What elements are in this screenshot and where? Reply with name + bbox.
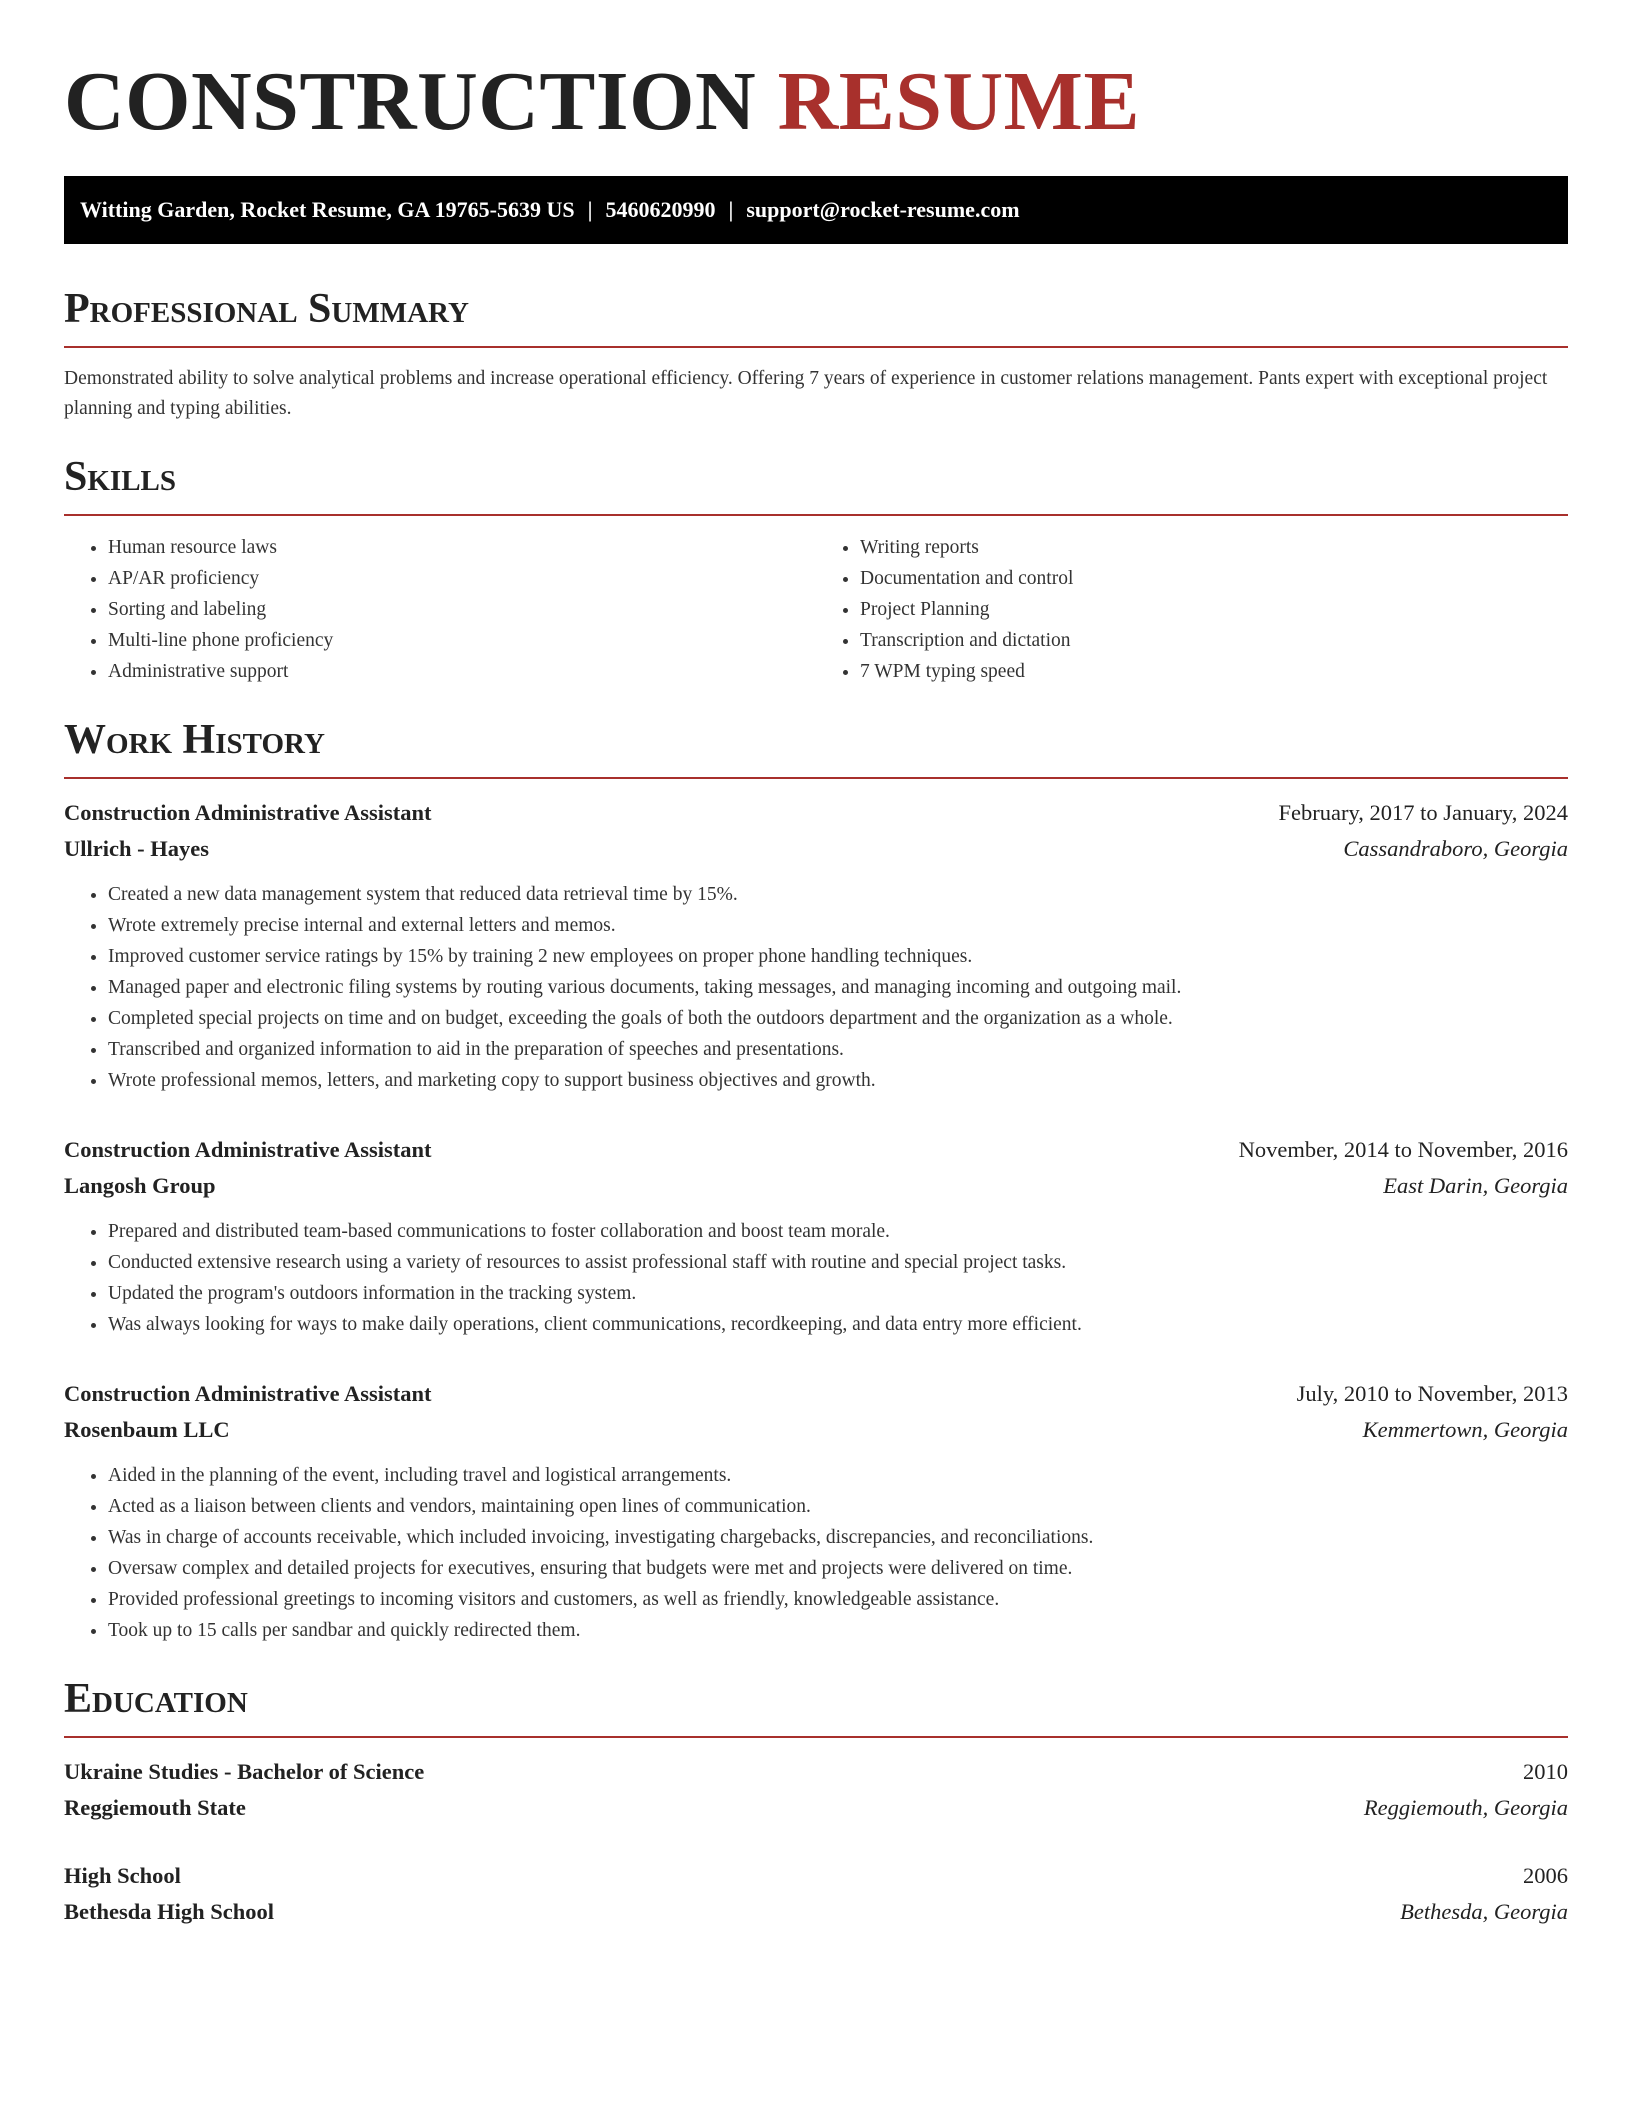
resume-title [64,52,1568,152]
job-subheader [64,831,1568,867]
skills-section [64,452,1568,687]
job-bullet: • Was in charge of accounts receivable, which included invoicing, investigating chargebacks, discrepancies, and reconciliations. [108,1522,1568,1553]
work-heading: Work History [64,717,325,763]
contact-separator: | [587,197,593,222]
contact-bar [64,176,1568,244]
summary-text: Demonstrated ability to solve analytical problems and increase operational efficiency. Offering 7 years of experience in customer relations management. Pants expert with exceptional project planning and typing abilities. [64,368,1548,419]
job-company: Ullrich - Hayes [64,836,209,861]
job-location: Cassandraboro, Georgia [1343,836,1568,861]
job-bullet: • Managed paper and electronic filing systems by routing various documents, taking messages, and managing incoming and outgoing mail. [108,972,1568,1003]
education-degree: High School [64,1863,181,1888]
job-dates: July, 2010 to November, 2013 [1296,1381,1568,1406]
job-bullet: • Oversaw complex and detailed projects for executives, ensuring that budgets were met and projects were delivered on time. [108,1553,1568,1584]
job-dates: February, 2017 to January, 2024 [1278,800,1568,825]
section-divider [64,777,1568,779]
job-bullet: • Acted as a liaison between clients and vendors, maintaining open lines of communication. [108,1491,1568,1522]
job-bullets [64,879,1568,1096]
education-header [64,1754,1568,1790]
job-bullet: • Created a new data management system that reduced data retrieval time by 15%. [108,879,1568,910]
job-location: East Darin, Georgia [1383,1173,1568,1198]
skills-list-right [816,532,1568,687]
education-year: 2010 [1523,1759,1568,1784]
contact-separator: | [728,197,734,222]
job-bullet: • Wrote extremely precise internal and external letters and memos. [108,910,1568,941]
skill-item: • Sorting and labeling [108,594,816,625]
job-location: Kemmertown, Georgia [1362,1417,1568,1442]
skill-item: • Writing reports [860,532,1568,563]
education-section [64,1674,1568,1930]
skill-item: • 7 WPM typing speed [860,656,1568,687]
contact-address: Witting Garden, Rocket Resume, GA 19765-5639 US [80,197,575,222]
job-bullet: • Improved customer service ratings by 15% by training 2 new employees on proper phone handling techniques. [108,941,1568,972]
education-entry [64,1858,1568,1930]
job-title: Construction Administrative Assistant [64,800,432,825]
skill-item: • Project Planning [860,594,1568,625]
skills-list-left [64,532,816,687]
job-title: Construction Administrative Assistant [64,1381,432,1406]
contact-phone: 5460620990 [605,197,716,222]
job-header [64,1132,1568,1168]
job-entry [64,1376,1568,1646]
job-bullet: • Completed special projects on time and on budget, exceeding the goals of both the outdoors department and the organization as a whole. [108,1003,1568,1034]
skill-item: • Documentation and control [860,563,1568,594]
contact-email: support@rocket-resume.com [746,197,1020,222]
work-section [64,715,1568,1646]
education-subheader [64,1790,1568,1826]
job-bullet: • Transcribed and organized information to aid in the preparation of speeches and presentations. [108,1034,1568,1065]
skill-item: • Transcription and dictation [860,625,1568,656]
job-bullet: • Wrote professional memos, letters, and marketing copy to support business objectives and growth. [108,1065,1568,1096]
skills-heading: Skills [64,454,177,500]
skill-item: • AP/AR proficiency [108,563,816,594]
job-subheader [64,1168,1568,1204]
education-location: Reggiemouth, Georgia [1363,1795,1568,1820]
job-company: Rosenbaum LLC [64,1417,230,1442]
education-year: 2006 [1523,1863,1568,1888]
job-bullet: • Aided in the planning of the event, including travel and logistical arrangements. [108,1460,1568,1491]
education-heading: Education [64,1676,248,1722]
job-bullet: • Provided professional greetings to incoming visitors and customers, as well as friendly, knowledgeable assistance. [108,1584,1568,1615]
education-school: Bethesda High School [64,1899,275,1924]
job-bullets [64,1460,1568,1646]
section-divider [64,1736,1568,1738]
job-header [64,1376,1568,1412]
summary-section [64,284,1568,424]
job-subheader [64,1412,1568,1448]
education-entry [64,1754,1568,1826]
job-bullet: • Took up to 15 calls per sandbar and quickly redirected them. [108,1615,1568,1646]
education-subheader [64,1894,1568,1930]
job-bullet: • Updated the program's outdoors information in the tracking system. [108,1278,1568,1309]
skill-item: • Administrative support [108,656,816,687]
job-bullet: • Was always looking for ways to make daily operations, client communications, recordkeeping, and data entry more efficient. [108,1309,1568,1340]
skills-grid [64,532,1568,687]
title-main: CONSTRUCTION [64,55,757,148]
job-entry [64,1132,1568,1340]
education-school: Reggiemouth State [64,1795,246,1820]
job-dates: November, 2014 to November, 2016 [1238,1137,1568,1162]
job-entry [64,795,1568,1096]
education-location: Bethesda, Georgia [1400,1899,1568,1924]
job-bullets [64,1216,1568,1340]
job-company: Langosh Group [64,1173,216,1198]
job-header [64,795,1568,831]
education-header [64,1858,1568,1894]
title-accent: RESUME [777,55,1140,148]
skill-item: • Multi-line phone proficiency [108,625,816,656]
job-title: Construction Administrative Assistant [64,1137,432,1162]
section-divider [64,346,1568,348]
education-degree: Ukraine Studies - Bachelor of Science [64,1759,425,1784]
section-divider [64,514,1568,516]
summary-heading: Professional Summary [64,286,469,332]
skill-item: • Human resource laws [108,532,816,563]
job-bullet: • Prepared and distributed team-based communications to foster collaboration and boost team morale. [108,1216,1568,1247]
job-bullet: • Conducted extensive research using a variety of resources to assist professional staff with routine and special project tasks. [108,1247,1568,1278]
